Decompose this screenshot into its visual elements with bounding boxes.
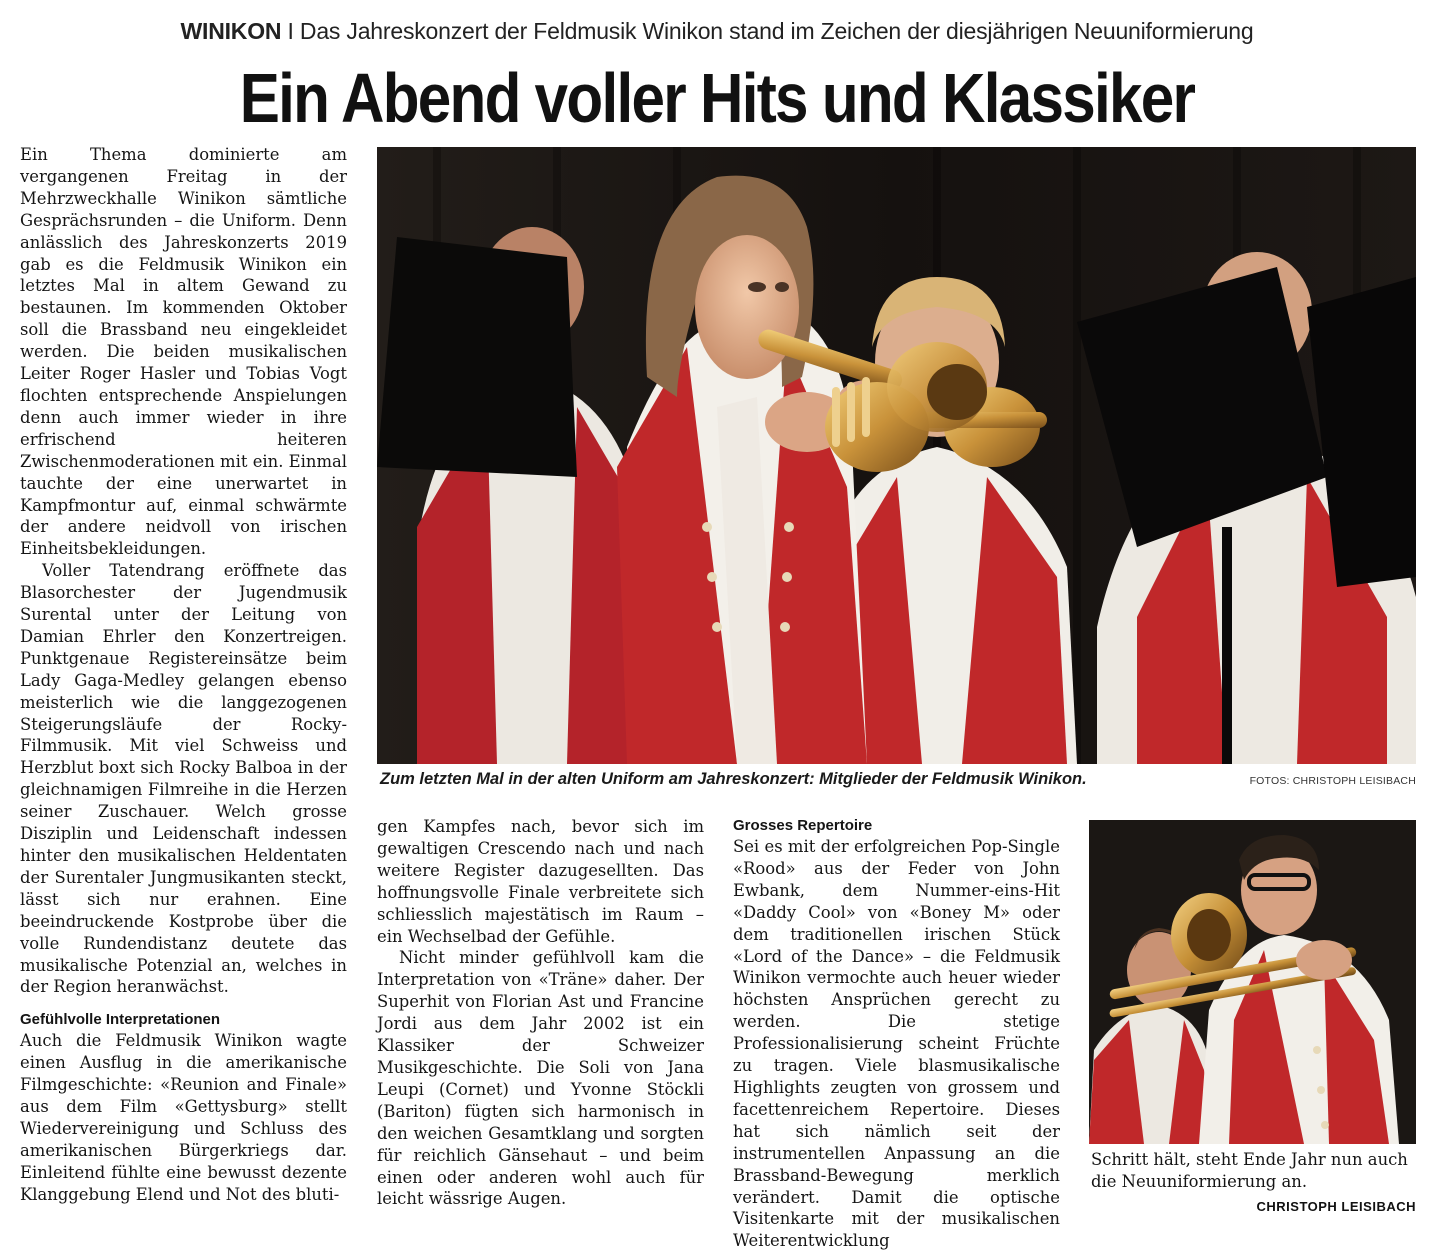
paragraph: Voller Tatendrang eröffnete das Blasorchester der Jugendmusik Surental unter der Leitung von Damian Ehrler den Konzertreigen. Punktgenaue Registereinsätze beim Lady Gaga-Medley gelangen ebenso meisterlich wie die langgezogenen Steigerungsläufe der Rocky-Filmmusik. Mit viel Schweiss und Herzblut boxt sich Rocky Balboa in der gleichnamigen Filmreihe in die Herzen seiner Zuschauer. Welch grosse Disziplin und Leidenschaft indessen hinter den musikalischen Heldentaten der Surentaler Jungmusikanten steckt, lässt sich nur erahnen. Eine beeindruckende Kostprobe über die volle Rundendistanz deutete das musikalische Potenzial an, welches in der Region heranwächst. (20, 561, 347, 997)
paragraph: Auch die Feldmusik Winikon wagte einen Ausflug in die amerikanische Filmgeschichte: «Reunion and Finale» aus dem Film «Gettysburg» stellt Wiedervereinigung und Schluss des amerikanischen Bürgerkriegs dar. Einleitend fühlte eine bewusst dezente Klanggebung Elend und Not des bluti- (20, 1031, 347, 1204)
author-byline: CHRISTOPH LEISIBACH (1256, 1199, 1416, 1214)
paragraph: Ein Thema dominierte am vergangenen Freitag in der Mehrzweckhalle Winikon sämtliche Gesprächsrunden – die Uniform. Denn anlässlich des Jahreskonzerts 2019 gab es die Feldmusik Winikon ein letztes Mal in altem Gewand zu bestaunen. Im kommenden Oktober soll die Brassband neu eingekleidet werden. Die beiden musikalischen Leiter Roger Hasler und Tobias Vogt flochten entsprechende Anspielungen denn auch immer wieder in ihre erfrischend heiteren Zwischenmoderationen mit ein. Einmal tauchte der eine unerwartet in Kampfmontur auf, einmal schwärmte der andere neidvoll von irischen Einheitsbekleidungen. (20, 145, 347, 559)
kicker-line (0, 18, 1434, 45)
paragraph: gen Kampfes nach, bevor sich im gewaltigen Crescendo nach und nach weitere Register dazugesellten. Das hoffnungsvolle Finale verbreitete sich schliesslich majestätisch im Raum – ein Wechselbad der Gefühle. (377, 817, 704, 946)
headline: Ein Abend voller Hits und Klassiker (239, 59, 1195, 137)
photo-credit: FOTOS: CHRISTOPH LEISIBACH (1249, 775, 1416, 787)
paragraph: Nicht minder gefühlvoll kam die Interpretation von «Träne» daher. Der Superhit von Florian Ast und Francine Jordi aus dem Jahr 2002 ist ein Klassiker der Schweizer Musikgeschichte. Die Soli von Jana Leupi (Cornet) und Yvonne Stöckli (Bariton) fügten sich harmonisch in den weichen Gesamtklang und sorgten für reichlich Gänsehaut – und beim einen oder anderen wohl auch für leicht wässrige Augen. (377, 948, 704, 1209)
article-column-1 (20, 144, 347, 1206)
small-photo-caption: Schritt hält, steht Ende Jahr nun auch die Neuuniformierung an. (1091, 1150, 1408, 1191)
subheading: Grosses Repertoire (733, 817, 873, 834)
article-column-3 (733, 816, 1060, 1252)
main-photo (377, 147, 1416, 764)
paragraph: Sei es mit der erfolgreichen Pop-Single «Rood» aus der Feder von John Ewbank, dem Nummer-eins-Hit «Daddy Cool» von «Boney M» oder dem traditionellen irischen Stück «Lord of the Dance» – die Feldmusik Winikon vermochte auch heuer wieder höchsten Ansprüchen gerecht zu werden. Die stetige Professionalisierung scheint Früchte zu tragen. Viele blasmusikalische Highlights zeugten von grossem und facettenreichem Repertoire. Dieses hat sich nämlich seit der instrumentellen Anpassung an die Brassband-Bewegung merklich verändert. Damit die optische Visitenkarte mit der musikalischen Weiterentwicklung (733, 837, 1060, 1251)
trombone-photo (1089, 820, 1416, 1144)
kicker-location: WINIKON (180, 18, 282, 44)
photo-caption: Zum letzten Mal in der alten Uniform am Jahreskonzert: Mitglieder der Feldmusik Winikon. (380, 770, 1087, 788)
subheading: Gefühlvolle Interpretationen (20, 1011, 221, 1029)
kicker-text: Das Jahreskonzert der Feldmusik Winikon stand im Zeichen der diesjährigen Neuuniformierung (299, 18, 1254, 44)
article-column-2 (377, 816, 704, 1210)
kicker-separator: I (287, 18, 294, 44)
